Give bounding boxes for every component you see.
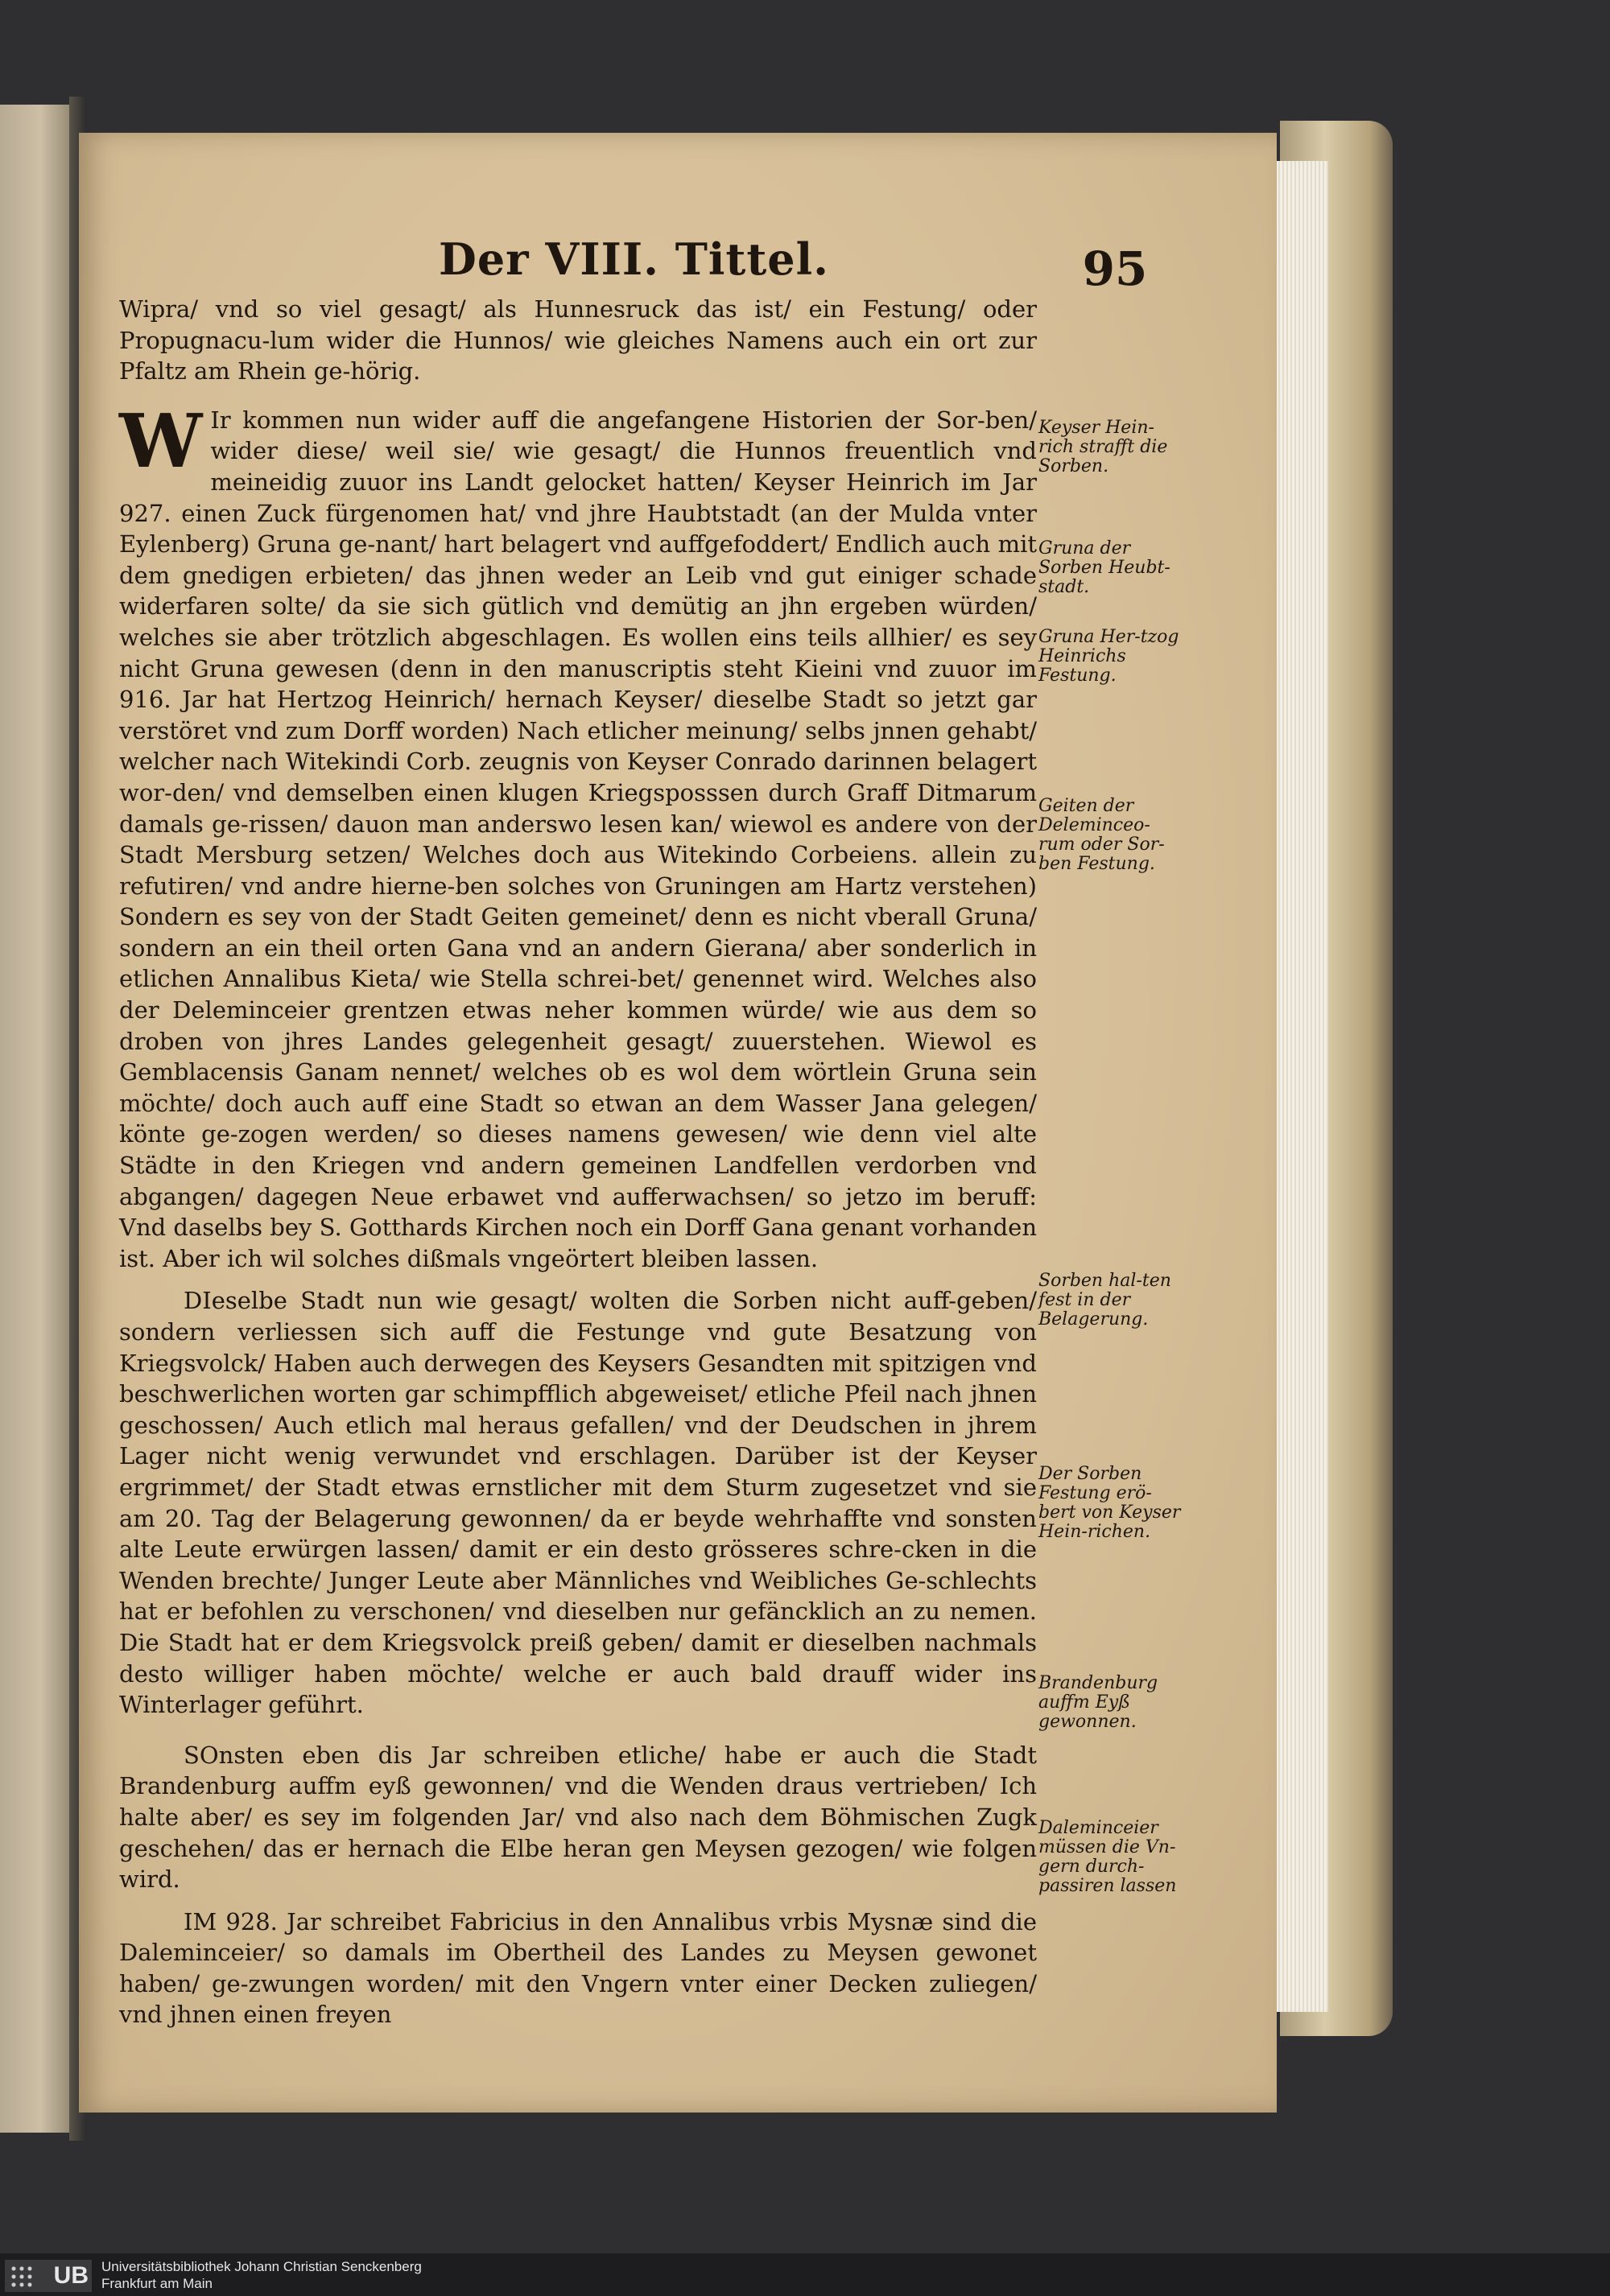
page-number: 95 (1082, 241, 1148, 296)
marginal-note: Keyser Hein-rich strafft die Sorben. (1038, 418, 1168, 476)
marginal-note: Gruna der Sorben Heubt-stadt. (1038, 538, 1170, 597)
marginal-note: Der Sorben Festung erö-bert von Keyser Hein-richen. (1038, 1464, 1181, 1542)
drop-initial: W (119, 397, 203, 484)
paragraph-with-initial (119, 1285, 1037, 1720)
initial-letter: S (184, 1741, 200, 1769)
marginal-notes (1038, 418, 1183, 1948)
page-block-edge (1272, 161, 1328, 2012)
institution-credit (101, 2258, 665, 2295)
paragraph-text: M 928. Jar schreibet Fabricius in den Annalibus vrbis Mysnæ sind die Daleminceier/ so damals im Obertheil des Landes zu Meysen gewonet haben/ ge-zwungen worden/ mit den Vngern vnter einer Decken zuliegen/ vnd jhnen einen freyen (119, 1907, 1037, 2029)
ub-logo: UB (5, 2260, 92, 2292)
initial-letter: D (184, 1287, 203, 1315)
paragraph-text: Ir kommen nun wider auff die angefangene Historien der Sor-ben/ wider diese/ weil sie/ wie gesagt/ die Hunnos freuentlich vnd meineidig zuuor ins Landt gelocket hatten/ Keyser Heinrich im Jar 927. einen Zuck fürgenomen hat/ vnd jhre Haubtstadt (an der Mulda vnter Eylenberg) Gruna ge-nant/ hart belagert vnd auffgefoddert/ Endlich auch mit dem gnedigen erbieten/ das jhnen weder an Leib vnd gut einiger schade widerfaren solte/ da sie sich gütlich vnd demütig an jhn ergeben würden/ welches sie aber trötzlich abgeschlagen. Es wollen eins teils allhier/ es sey nicht Gruna gewesen (denn in den manuscriptis steht Kieini vnd zuuor im 916. Jar hat Hertzog Heinrich/ hernach Keyser/ dieselbe Stadt so jetzt gar verstöret vnd zum Dorff worden) Nach etlicher meinung/ selbs jnnen gehabt/ welcher nach Witekindi Corb. zeugnis von Keyser Conrado darinnen belagert wor-den/ vnd demselben einen klugen Kriegsposssen durch Graff Ditmarum damals ge-rissen/ dauon man anderswo lesen kan/ wiewol es andere von der Stadt Mersburg setzen/ Welches doch aus Witekindo Corbeiens. allein zu refutiren/ vnd andre hierne-ben solches von Gruningen am Hartz verstehen) Sondern es sey von der Stadt Geiten gemeinet/ denn es nicht vberall Gruna/ sondern an ein theil orten Gana vnd an andern Gierana/ aber sonderlich in etlichen Annalibus Kieta/ wie Stella schrei-bet/ genennet wird. Welches also der Deleminceier grentzen etwas neher kommen würde/ wie aus dem so droben von jhres Landes gelegenheit gesagt/ zuuerstehen. Wiewol es Gemblacensis Ganam nennet/ welches ob es wol dem wörtlein Gruna sein möchte/ doch auch auff eine Stadt so etwan an dem Wasser Jana gelegen/ könte ge-zogen werden/ so dieses namens gewesen/ wie denn viel alte Städte in den Kriegen vnd andern gemeinen Landfellen verdorben vnd abgangen/ dagegen Neue erbawet vnd aufferwachsen/ so jetzo im beruff: Vnd daselbs bey S. Gotthards Kirchen noch ein Dorff Gana genant vorhanden ist. Aber ich wil solches dißmals vngeörtert bleiben lassen. (119, 406, 1037, 1272)
paragraph-with-initial (119, 1740, 1037, 1895)
institution-city: Frankfurt am Main (101, 2276, 213, 2291)
ub-logo-dots-icon (10, 2265, 34, 2287)
body-text (119, 294, 1037, 2029)
paragraph-with-initial (119, 1906, 1037, 2030)
marginal-note: Daleminceier müssen die Vn-gern durch-passiren lassen (1038, 1818, 1177, 1896)
paragraph-text: Ieselbe Stadt nun wie gesagt/ wolten die Sorben nicht auff-geben/ sondern verliessen sich auff die Festunge vnd gute Besatzung von Kriegsvolck/ Haben auch derwegen des Keysers Gesandten mit spitzigen vnd beschwerlichen worten gar schimpfflich abgeweiset/ etliche Pfeil nach jhnen geschossen/ Auch etlich mal heraus gefallen/ vnd der Deudschen in jhrem Lager nicht wenig verwundet vnd erschlagen. Darüber ist der Keyser ergrimmet/ der Stadt etwas ernstlicher mit dem Sturm zugesetzet vnd sie am 20. Tag der Belagerung gewonnen/ da er beyde wehrhaffte vnd sonsten alte Leute erwürgen lassen/ damit er ein desto grösseres schre-cken in die Wenden brechte/ Junger Leute aber Männliches vnd Weibliches Ge-schlechts hat er befohlen zu verschonen/ vnd dieselben nur gefäncklich an zu nemen. Die Stadt hat er dem Kriegsvolck preiß geben/ damit er dieselben nachmals desto williger haben möchte/ welche er auch bald drauff wider ins Winterlager geführt. (119, 1287, 1037, 1719)
left-facing-page-edge (0, 105, 74, 2133)
marginal-note: Geiten der Deleminceo-rum oder Sor-ben Festung. (1038, 796, 1165, 874)
paragraph-with-initial (119, 397, 1037, 1275)
marginal-note: Gruna Her-tzog Heinrichs Festung. (1038, 627, 1179, 686)
running-head: Der VIII. Tittel. (439, 233, 829, 285)
initial-letter: I (184, 1907, 193, 1935)
marginal-note: Sorben hal-ten fest in der Belagerung. (1038, 1271, 1171, 1329)
paragraph: Wipra/ vnd so viel gesagt/ als Hunnesruck das ist/ ein Festung/ oder Propugnacu-lum wider die Hunnos/ wie gleiches Namens auch ein ort zur Pfaltz am Rhein ge-hörig. (119, 295, 1037, 385)
paragraph-text: Onsten eben dis Jar schreiben etliche/ habe er auch die Stadt Brandenburg auffm eyß gewonnen/ vnd die Wenden draus vertrieben/ Ich halte aber/ es sey im folgenden Jar/ vnd also nach dem Böhmischen Zugk geschehen/ das er hernach die Elbe heran gen Meysen gezogen/ wie folgen wird. (119, 1741, 1037, 1894)
marginal-note: Brandenburg auffm Eyß gewonnen. (1038, 1673, 1158, 1732)
institution-name: Universitätsbibliothek Johann Christian Senckenberg (101, 2259, 422, 2274)
